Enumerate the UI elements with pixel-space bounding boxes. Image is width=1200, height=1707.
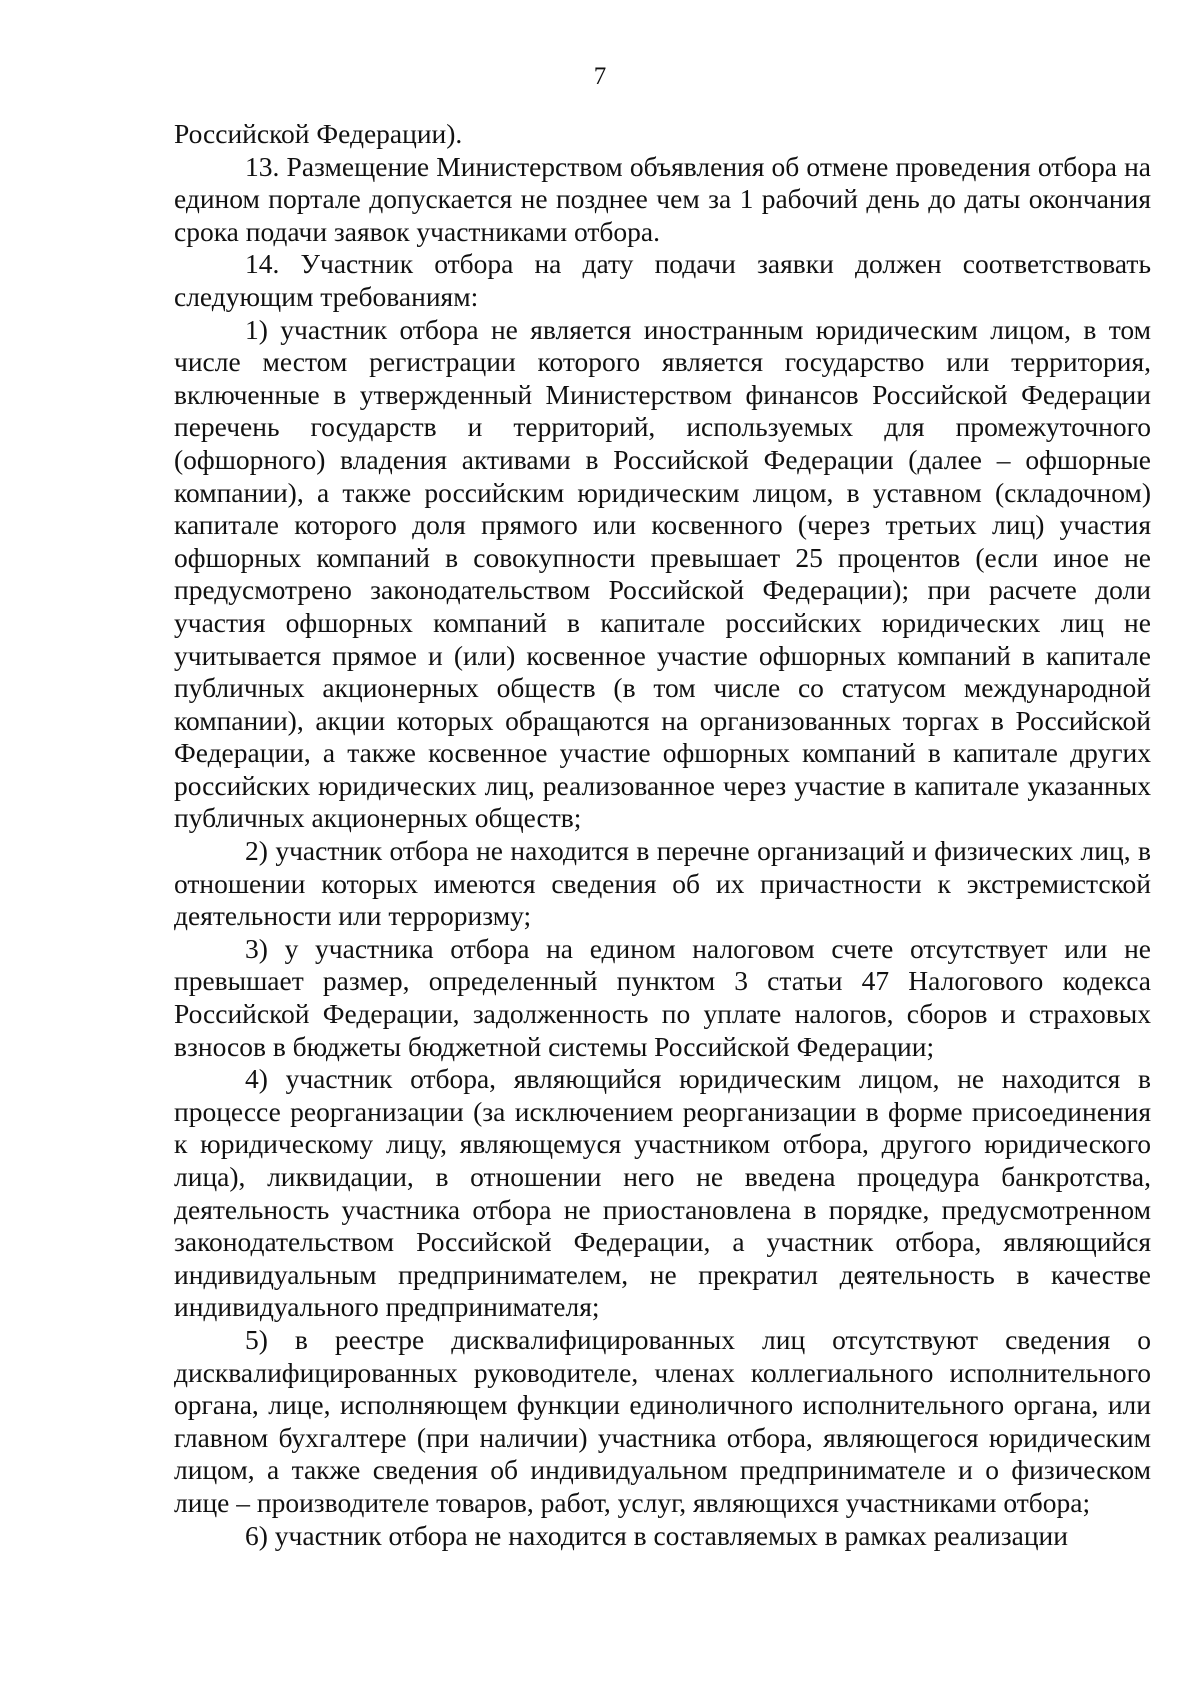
- paragraph-continuation: Российской Федерации).: [174, 118, 463, 149]
- list-item-2: 2) участник отбора не находится в перечне организаций и физических лиц, в отношении которых имеются сведения об их причастности к экстремистской деятельности или терроризму;: [174, 835, 1151, 932]
- list-item-1: 1) участник отбора не является иностранным юридическим лицом, в том числе местом регистрации которого является государство или территория, включенные в утвержденный Министерством финансов Российской Федерации перечень государств и территорий, используемых для промежуточного (офшорного) владения активами в Российской Федерации (далее – офшорные компании), а также российским юридическим лицом, в уставном (складочном) капитале которого доля прямого или косвенного (через третьих лиц) участия офшорных компаний в совокупности превышает 25 процентов (если иное не предусмотрено законодательством Российской Федерации); при расчете доли участия офшорных компаний в капитале российских юридических лиц не учитывается прямое и (или) косвенное участие офшорных компаний в капитале публичных акционерных обществ (в том числе со статусом международной компании), акции которых обращаются на организованных торгах в Российской Федерации, а также косвенное участие офшорных компаний в капитале других российских юридических лиц, реализованное через участие в капитале указанных публичных акционерных обществ;: [174, 313, 1151, 834]
- document-body: [174, 118, 1151, 1552]
- list-item-6: 6) участник отбора не находится в составляемых в рамках реализации: [245, 1519, 1068, 1551]
- page-number: 7: [593, 63, 607, 90]
- list-item-3: 3) у участника отбора на едином налоговом счете отсутствует или не превышает размер, определенный пунктом 3 статьи 47 Налогового кодекса Российской Федерации, задолженность по уплате налогов, сборов и страховых взносов в бюджеты бюджетной системы Российской Федерации;: [174, 932, 1151, 1062]
- list-item-5: 5) в реестре дисквалифицированных лиц отсутствуют сведения о дисквалифицированных руководителе, членах коллегиального исполнительного органа, лице, исполняющем функции единоличного исполнительного органа, или главном бухгалтере (при наличии) участника отбора, являющегося юридическим лицом, а также сведения об индивидуальном предпринимателе и о физическом лице – производителе товаров, работ, услуг, являющихся участниками отбора;: [174, 1323, 1151, 1518]
- paragraph-14: 14. Участник отбора на дату подачи заявки должен соответствовать следующим требованиям:: [174, 248, 1151, 312]
- paragraph-13: 13. Размещение Министерством объявления об отмене проведения отбора на едином портале допускается не позднее чем за 1 рабочий день до даты окончания срока подачи заявок участниками отбора.: [174, 150, 1151, 247]
- list-item-4: 4) участник отбора, являющийся юридическим лицом, не находится в процессе реорганизации (за исключением реорганизации в форме присоединения к юридическому лицу, являющемуся участником отбора, другого юридического лица), ликвидации, в отношении него не введена процедура банкротства, деятельность участника отбора не приостановлена в порядке, предусмотренном законодательством Российской Федерации, а участник отбора, являющийся индивидуальным предпринимателем, не прекратил деятельность в качестве индивидуального предпринимателя;: [174, 1063, 1151, 1323]
